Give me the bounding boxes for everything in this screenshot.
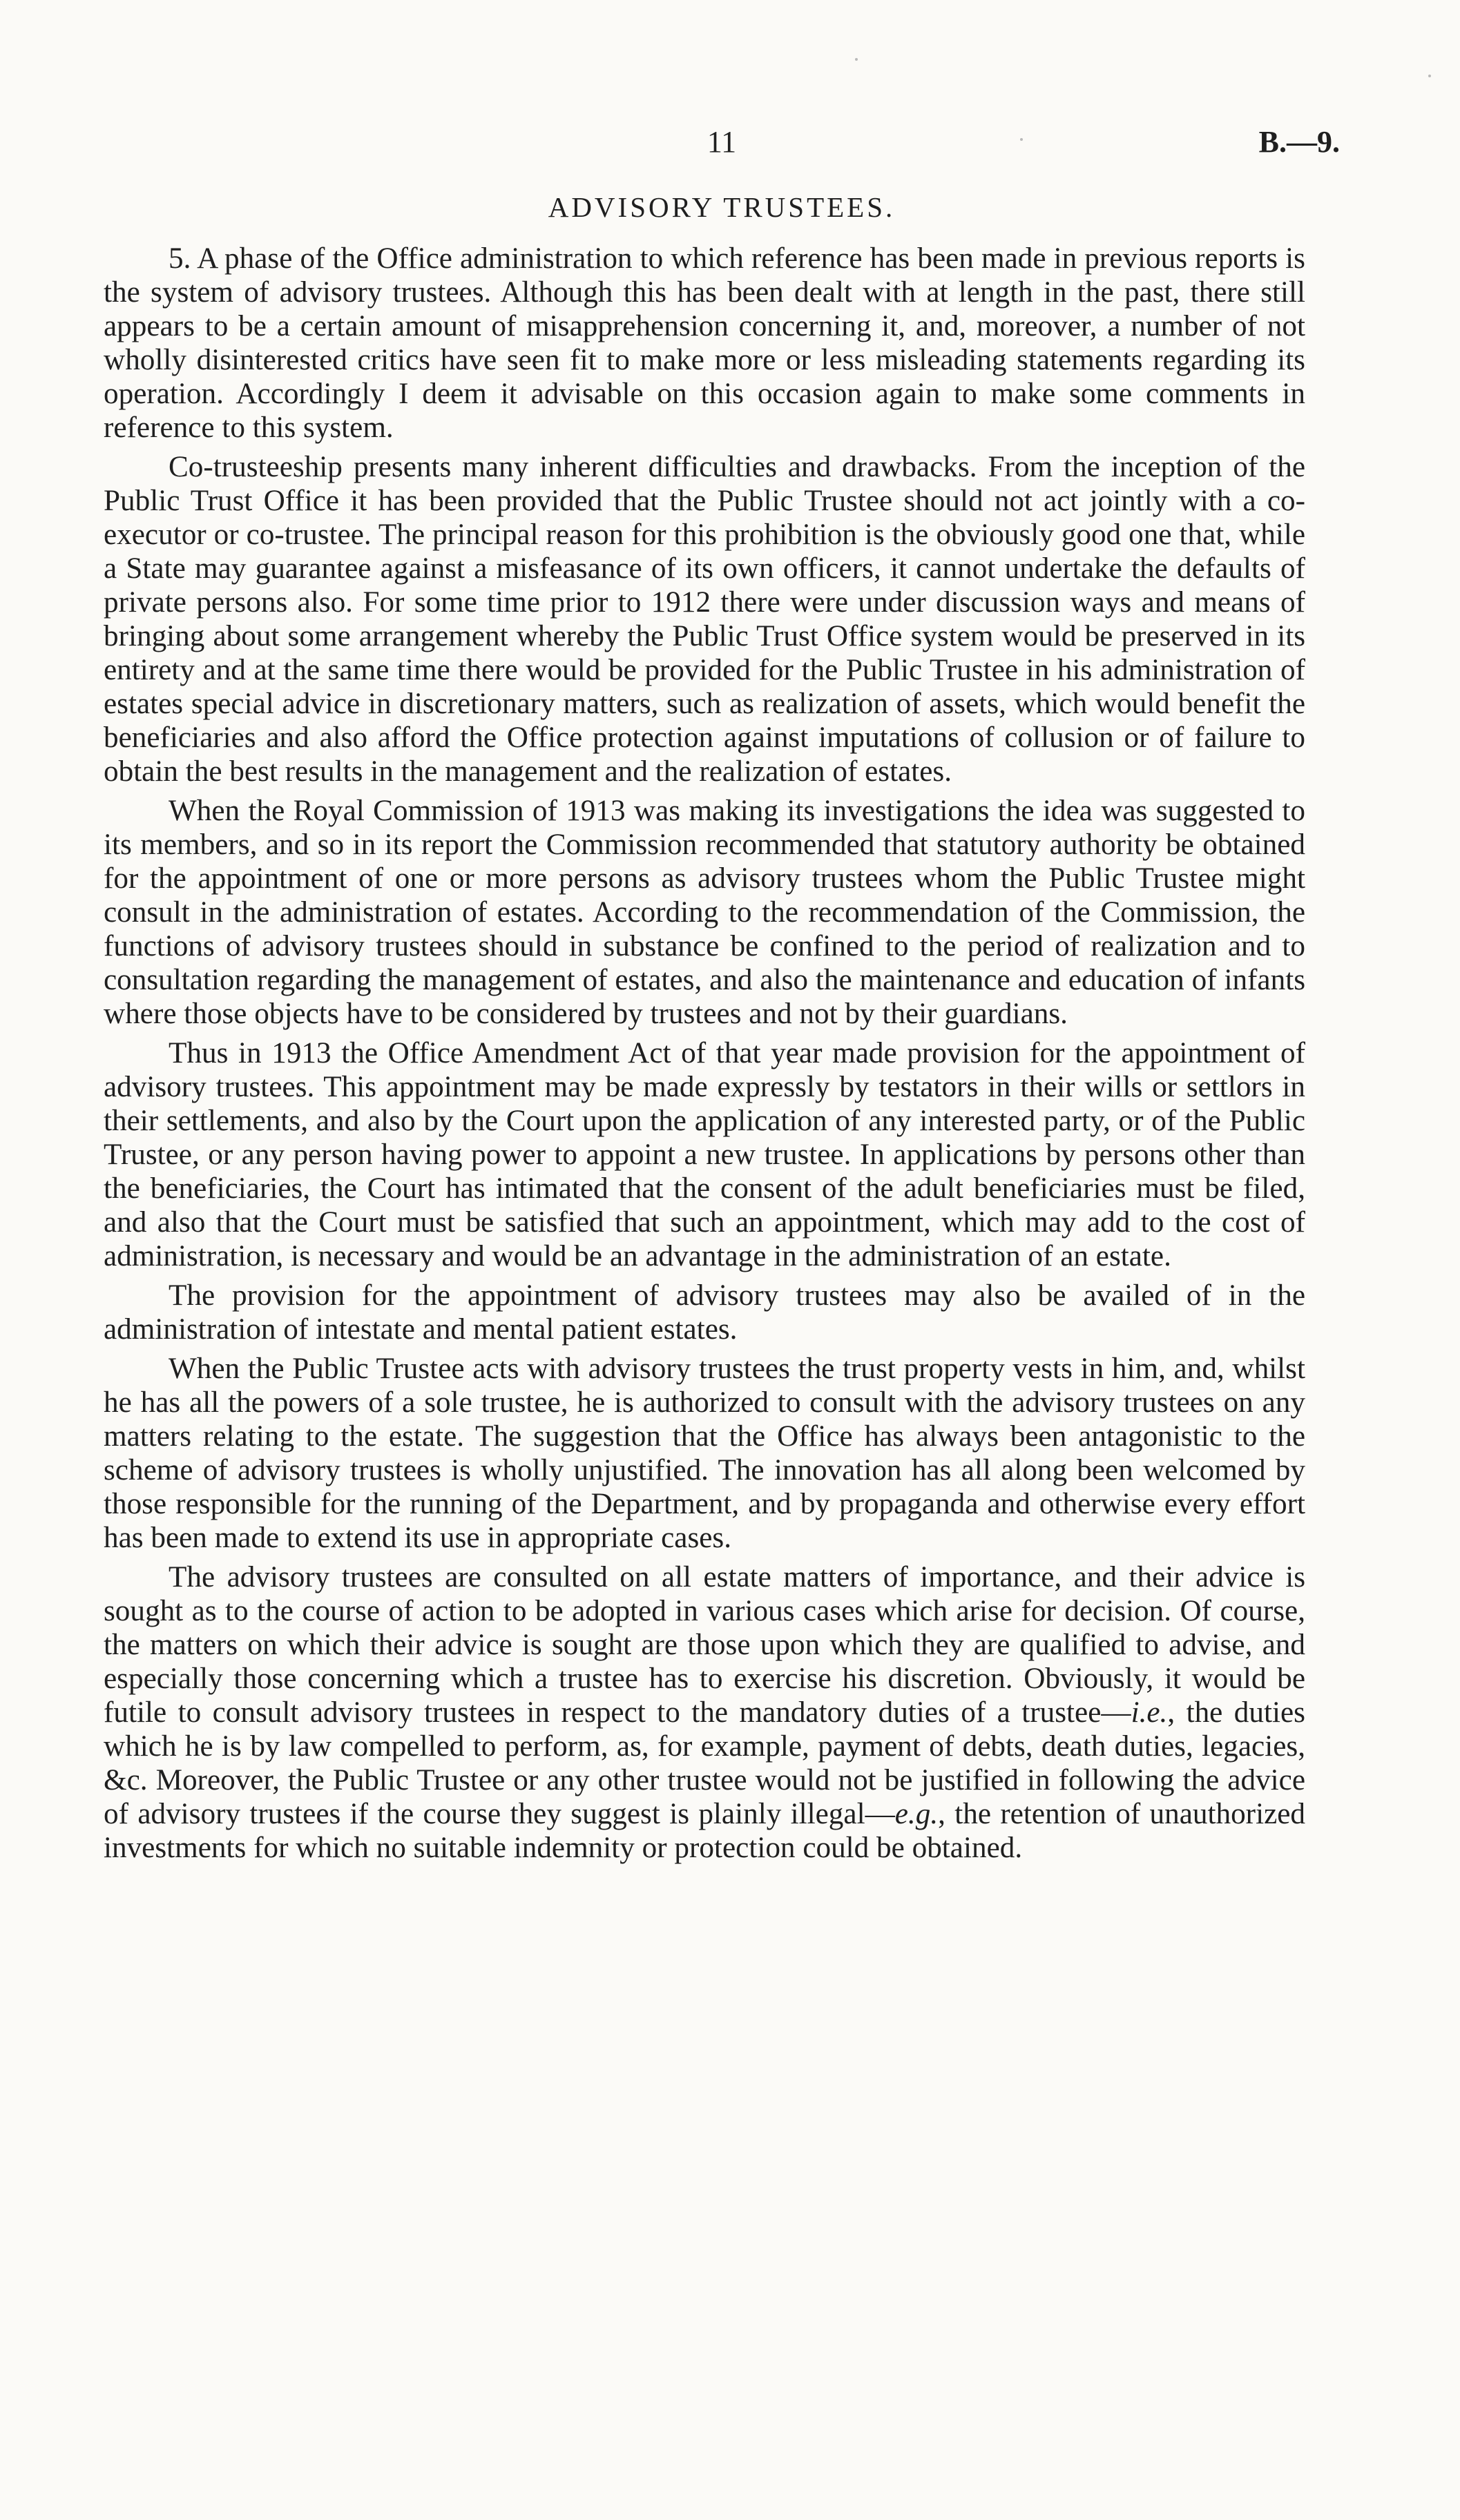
paragraph-7 [104, 1560, 1305, 1865]
section-title: ADVISORY TRUSTEES. [548, 191, 896, 223]
scan-speck [1428, 75, 1431, 77]
abbreviation-eg: e.g. [894, 1798, 939, 1830]
paragraph-7-part-b: , the duties which he is by law compelled to perform, as, for example, payment of debts, death duties, legacies, &c. Moreover, the Public Trustee or any other trustee would not be justified in following the advice of advisory trustees if the course they suggest is plainly illegal— [104, 1696, 1305, 1830]
paragraph-7-part-a: The advisory trustees are consulted on all estate matters of importance, and their advice is sought as to the course of action to be adopted in various cases which arise for decision. Of course, the matters on which their advice is sought are those upon which they are qualified to advise, and especially those concerning which a trustee has to exercise his discretion. Obviously, it would be futile to consult advisory trustees in respect to the mandatory duties of a trustee— [104, 1561, 1305, 1729]
paragraph-2: Co-trusteeship presents many inherent difficulties and drawbacks. From the inception of the Public Trust Office it has been provided that the Public Trustee should not act jointly with a co-executor or co-trustee. The principal reason for this prohibition is the obviously good one that, while a State may guarantee against a misfeasance of its own officers, it cannot undertake the defaults of private persons also. For some time prior to 1912 there were under discussion ways and means of bringing about some arrangement whereby the Public Trust Office system would be preserved in its entirety and at the same time there would be provided for the Public Trustee in his administration of estates special advice in discretionary matters, such as realization of assets, which would benefit the beneficiaries and also afford the Office protection against imputations of collusion or of failure to obtain the best results in the management and the realization of estates. [104, 451, 1305, 788]
paragraph-7-part-c: , the retention of unauthorized investments for which no suitable indemnity or protection could be obtained. [104, 1798, 1305, 1864]
body-text [104, 242, 1305, 1865]
page-number: 11 [707, 125, 737, 159]
paragraph-4: Thus in 1913 the Office Amendment Act of that year made provision for the appointment of advisory trustees. This appointment may be made expressly by testators in their wills or settlors in their settlements, and also by the Court upon the application of any interested party, or of the Public Trustee, or any person having power to appoint a new trustee. In applications by persons other than the beneficiaries, the Court has intimated that the consent of the adult beneficiaries must be filed, and also that the Court must be satisfied that such an appointment, which may add to the cost of administration, is necessary and would be an advantage in the administration of an estate. [104, 1037, 1305, 1272]
page-header [104, 122, 1340, 163]
document-reference: B.—9. [1258, 125, 1340, 159]
scan-speck [855, 58, 858, 61]
paragraph-5: The provision for the appointment of advisory trustees may also be availed of in the administration of intestate and mental patient estates. [104, 1279, 1305, 1346]
paragraph-3: When the Royal Commission of 1913 was making its investigations the idea was suggested to its members, and so in its report the Commission recommended that statutory authority be obtained for the appointment of one or more persons as advisory trustees whom the Public Trustee might consult in the administration of estates. According to the recommendation of the Commission, the functions of advisory trustees should in substance be confined to the period of realization and to consultation regarding the management of estates, and also the maintenance and education of infants where those objects have to be considered by trustees and not by their guardians. [104, 795, 1305, 1030]
paragraph-1: 5. A phase of the Office administration to which reference has been made in previous reports is the system of advisory trustees. Although this has been dealt with at length in the past, there still appears to be a certain amount of misapprehension concerning it, and, moreover, a number of not wholly disinterested critics have seen fit to make more or less misleading statements regarding its operation. Accordingly I deem it advisable on this occasion again to make some comments in reference to this system. [104, 242, 1305, 444]
abbreviation-ie: i.e. [1131, 1696, 1168, 1729]
paragraph-6: When the Public Trustee acts with advisory trustees the trust property vests in him, and, whilst he has all the powers of a sole trustee, he is authorized to consult with the advisory trustees on any matters relating to the estate. The suggestion that the Office has always been antagonistic to the scheme of advisory trustees is wholly unjustified. The innovation has all along been welcomed by those responsible for the running of the Department, and by propaganda and otherwise every effort has been made to extend its use in appropriate cases. [104, 1353, 1305, 1554]
